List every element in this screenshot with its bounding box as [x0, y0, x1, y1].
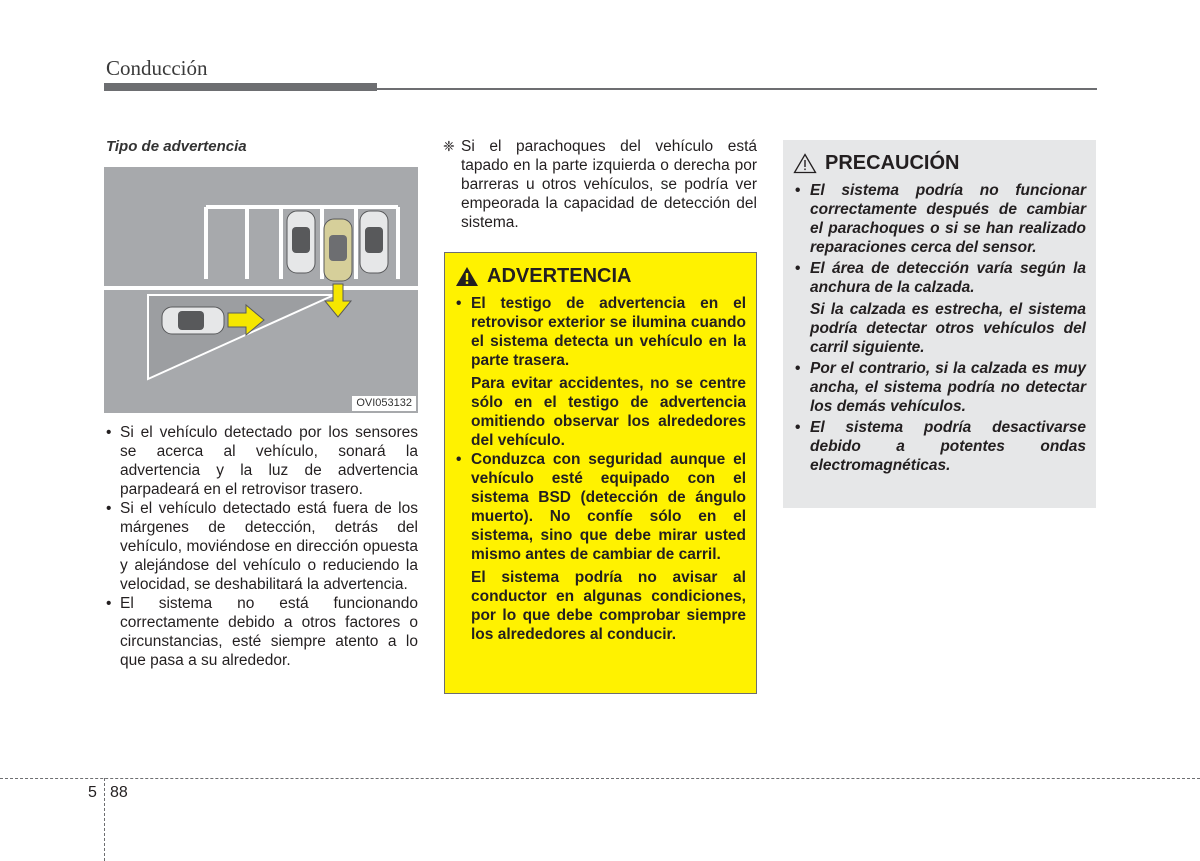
note-symbol-icon: ❈	[443, 138, 455, 154]
warning-item-extra: El sistema podría no avisar al conductor en algunas condiciones, por lo que debe comprobar siempre los alrededores al conducir.	[471, 569, 746, 643]
list-item: • Si el vehículo detectado por los sensores se acerca al vehículo, sonará la advertencia y la luz de advertencia parpadeará en el retrovisor trasero.	[104, 423, 418, 499]
caution-box	[783, 140, 1096, 508]
page-number: 88	[110, 784, 128, 801]
figure-code: OVI053132	[352, 396, 416, 411]
warning-list	[455, 294, 746, 644]
note-text: Si el parachoques del vehículo está tapado en la parte izquierda o derecha por barreras u otros vehículos, se podría ver empeorada la capacidad de detección del sistema.	[461, 138, 757, 231]
warning-box	[444, 252, 757, 694]
description-list	[104, 423, 418, 670]
caution-item	[793, 359, 1086, 416]
parking-lot-illustration	[104, 167, 418, 413]
caution-list	[793, 181, 1086, 475]
caution-item	[793, 418, 1086, 475]
warning-title-text: ADVERTENCIA	[487, 265, 632, 287]
caution-item-text: El sistema podría desactivarse debido a potentes ondas electromagnéticas.	[810, 419, 1086, 474]
warning-title	[455, 265, 746, 288]
warning-item	[455, 294, 746, 450]
parked-car-right	[360, 211, 388, 273]
caution-title-text: PRECAUCIÓN	[825, 152, 960, 174]
header-rule-thick	[104, 83, 377, 91]
caution-title	[793, 152, 1086, 175]
warning-item-text: El testigo de advertencia en el retrovisor exterior se ilumina cuando el sistema detecta un vehículo en la parte trasera.	[471, 295, 746, 369]
section-heading: Tipo de advertencia	[106, 138, 247, 155]
warning-item-text: Conduzca con seguridad aunque el vehículo esté equipado con el sistema BSD (detección de ángulo muerto). No confíe sólo en el sistema, sino que debe mirar usted mismo antes de cambiar de carril.	[471, 451, 746, 563]
list-item: • Si el vehículo detectado está fuera de los márgenes de detección, detrás del vehículo, moviéndose en dirección opuesta y alejándose del vehículo o reduciendo la velocidad, se deshabilitará la advertencia.	[104, 499, 418, 594]
middle-column	[443, 137, 757, 232]
footer-margin-line	[104, 778, 105, 861]
caution-item-extra: Si la calzada es estrecha, el sistema podría detectar otros vehículos del carril siguiente.	[810, 301, 1086, 356]
note-paragraph	[443, 137, 757, 232]
chapter-number: 5	[88, 784, 97, 801]
warning-item-extra: Para evitar accidentes, no se centre sólo en el testigo de advertencia omitiendo observar los alrededores del vehículo.	[471, 375, 746, 449]
caution-item-text: El sistema podría no funcionar correctamente después de cambiar el parachoques o si se han realizado reparaciones cerca del sensor.	[810, 182, 1086, 256]
caution-item-text: El área de detección varía según la anchura de la calzada.	[810, 260, 1086, 296]
parked-car-left	[287, 211, 315, 273]
warning-triangle-icon	[455, 266, 479, 287]
caution-triangle-icon	[793, 153, 817, 174]
caution-item	[793, 259, 1086, 357]
header-rule-thin	[377, 88, 1097, 90]
left-column	[104, 138, 418, 670]
blind-spot-figure	[104, 167, 418, 413]
section-title: Conducción	[106, 56, 208, 80]
caution-item	[793, 181, 1086, 257]
footer-divider	[0, 778, 1200, 779]
list-item: • El sistema no está funcionando correctamente debido a otros factores o circunstancias, esté siempre atento a lo que pasa a su alrededor.	[104, 594, 418, 670]
caution-item-text: Por el contrario, si la calzada es muy ancha, el sistema podría no detectar los demás vehículos.	[810, 360, 1086, 415]
approaching-car	[162, 307, 224, 334]
warning-item	[455, 450, 746, 644]
target-car	[324, 219, 352, 281]
